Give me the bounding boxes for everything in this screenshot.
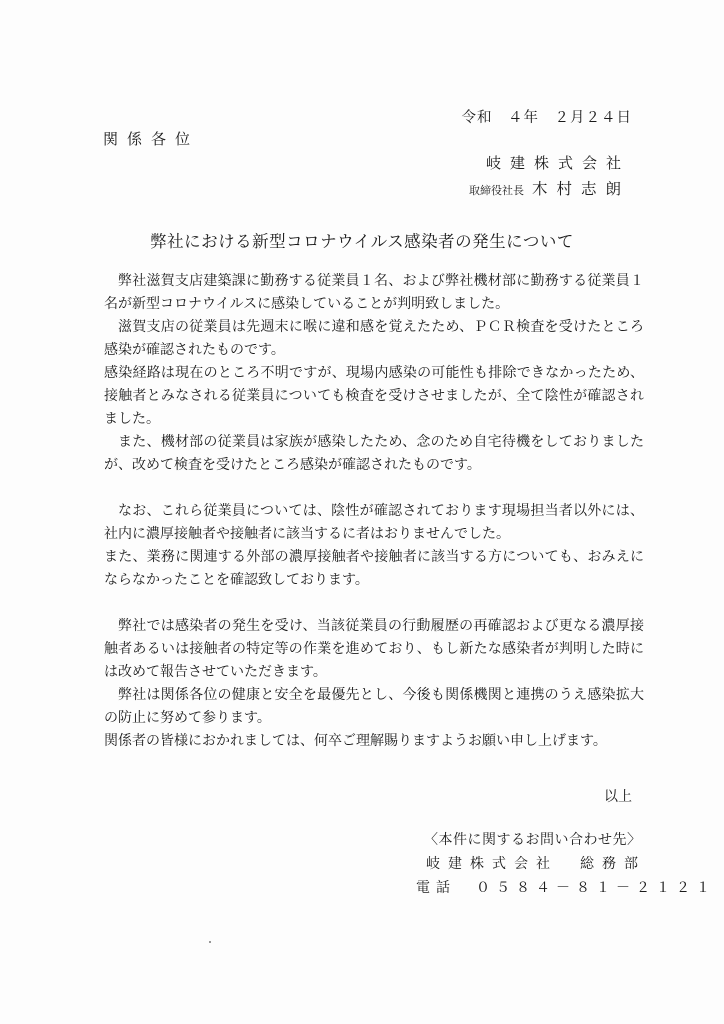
closing-mark: 以上 bbox=[604, 789, 632, 805]
body-paragraph: なお、これら従業員については、陰性が確認されております現場担当者以外には、社内に濃厚接触者や接触者に該当するに者はおりませんでした。 bbox=[104, 503, 644, 542]
document-body bbox=[104, 270, 644, 753]
company-name: 岐建株式会社 bbox=[485, 154, 630, 172]
contact-block bbox=[416, 828, 716, 900]
document-title: 弊社における新型コロナウイルス感染者の発生について bbox=[150, 232, 574, 251]
document-date: 令和 ４年 ２月２４日 bbox=[461, 110, 632, 126]
body-paragraph: また、機材部の従業員は家族が感染したため、念のため自宅待機をしておりましたが、改めて検査を受けたところ感染が確認されたものです。 bbox=[104, 434, 644, 473]
body-paragraph: 弊社では感染者の発生を受け、当該従業員の行動履歴の再確認および更なる濃厚接触者あるいは接触者の特定等の作業を進めており、もし新たな感染者が判明した時には改めて報告させていただきます。 bbox=[104, 618, 644, 680]
contact-phone: 電話 ０５８４－８１－２１２１ bbox=[416, 880, 716, 896]
recipients-line: 関係各位 bbox=[103, 130, 200, 148]
signer-name: 木村志朗 bbox=[531, 180, 630, 198]
body-paragraph: 弊社は関係各位の健康と安全を最優先とし、今後も関係機関と連携のうえ感染拡大の防止に努めて参ります。 bbox=[104, 687, 644, 726]
scan-speck bbox=[209, 941, 211, 943]
body-paragraph: 関係者の皆様におかれましては、何卒ご理解賜りますようお願い申し上げます。 bbox=[104, 733, 607, 749]
contact-heading: 〈本件に関するお問い合わせ先〉 bbox=[424, 832, 642, 848]
signer-title: 取締役社長 bbox=[468, 184, 524, 197]
body-paragraph: 滋賀支店の従業員は先週末に喉に違和感を覚えたため、ＰＣＲ検査を受けたところ感染が確認されたものです。 bbox=[104, 319, 644, 358]
body-paragraph: 感染経路は現在のところ不明ですが、現場内感染の可能性も排除できなかったため、接触者とみなされる従業員についても検査を受けさせましたが、全て陰性が確認されました。 bbox=[104, 365, 644, 427]
body-paragraph: また、業務に関連する外部の濃厚接触者や接触者に該当する方についても、おみえにならなかったことを確認致しております。 bbox=[104, 549, 644, 588]
contact-department: 岐建株式会社 総務部 bbox=[426, 856, 646, 872]
body-paragraph: 弊社滋賀支店建築課に勤務する従業員１名、および弊社機材部に勤務する従業員１名が新型コロナウイルスに感染していることが判明致しました。 bbox=[104, 273, 644, 312]
signer-block bbox=[469, 177, 630, 199]
